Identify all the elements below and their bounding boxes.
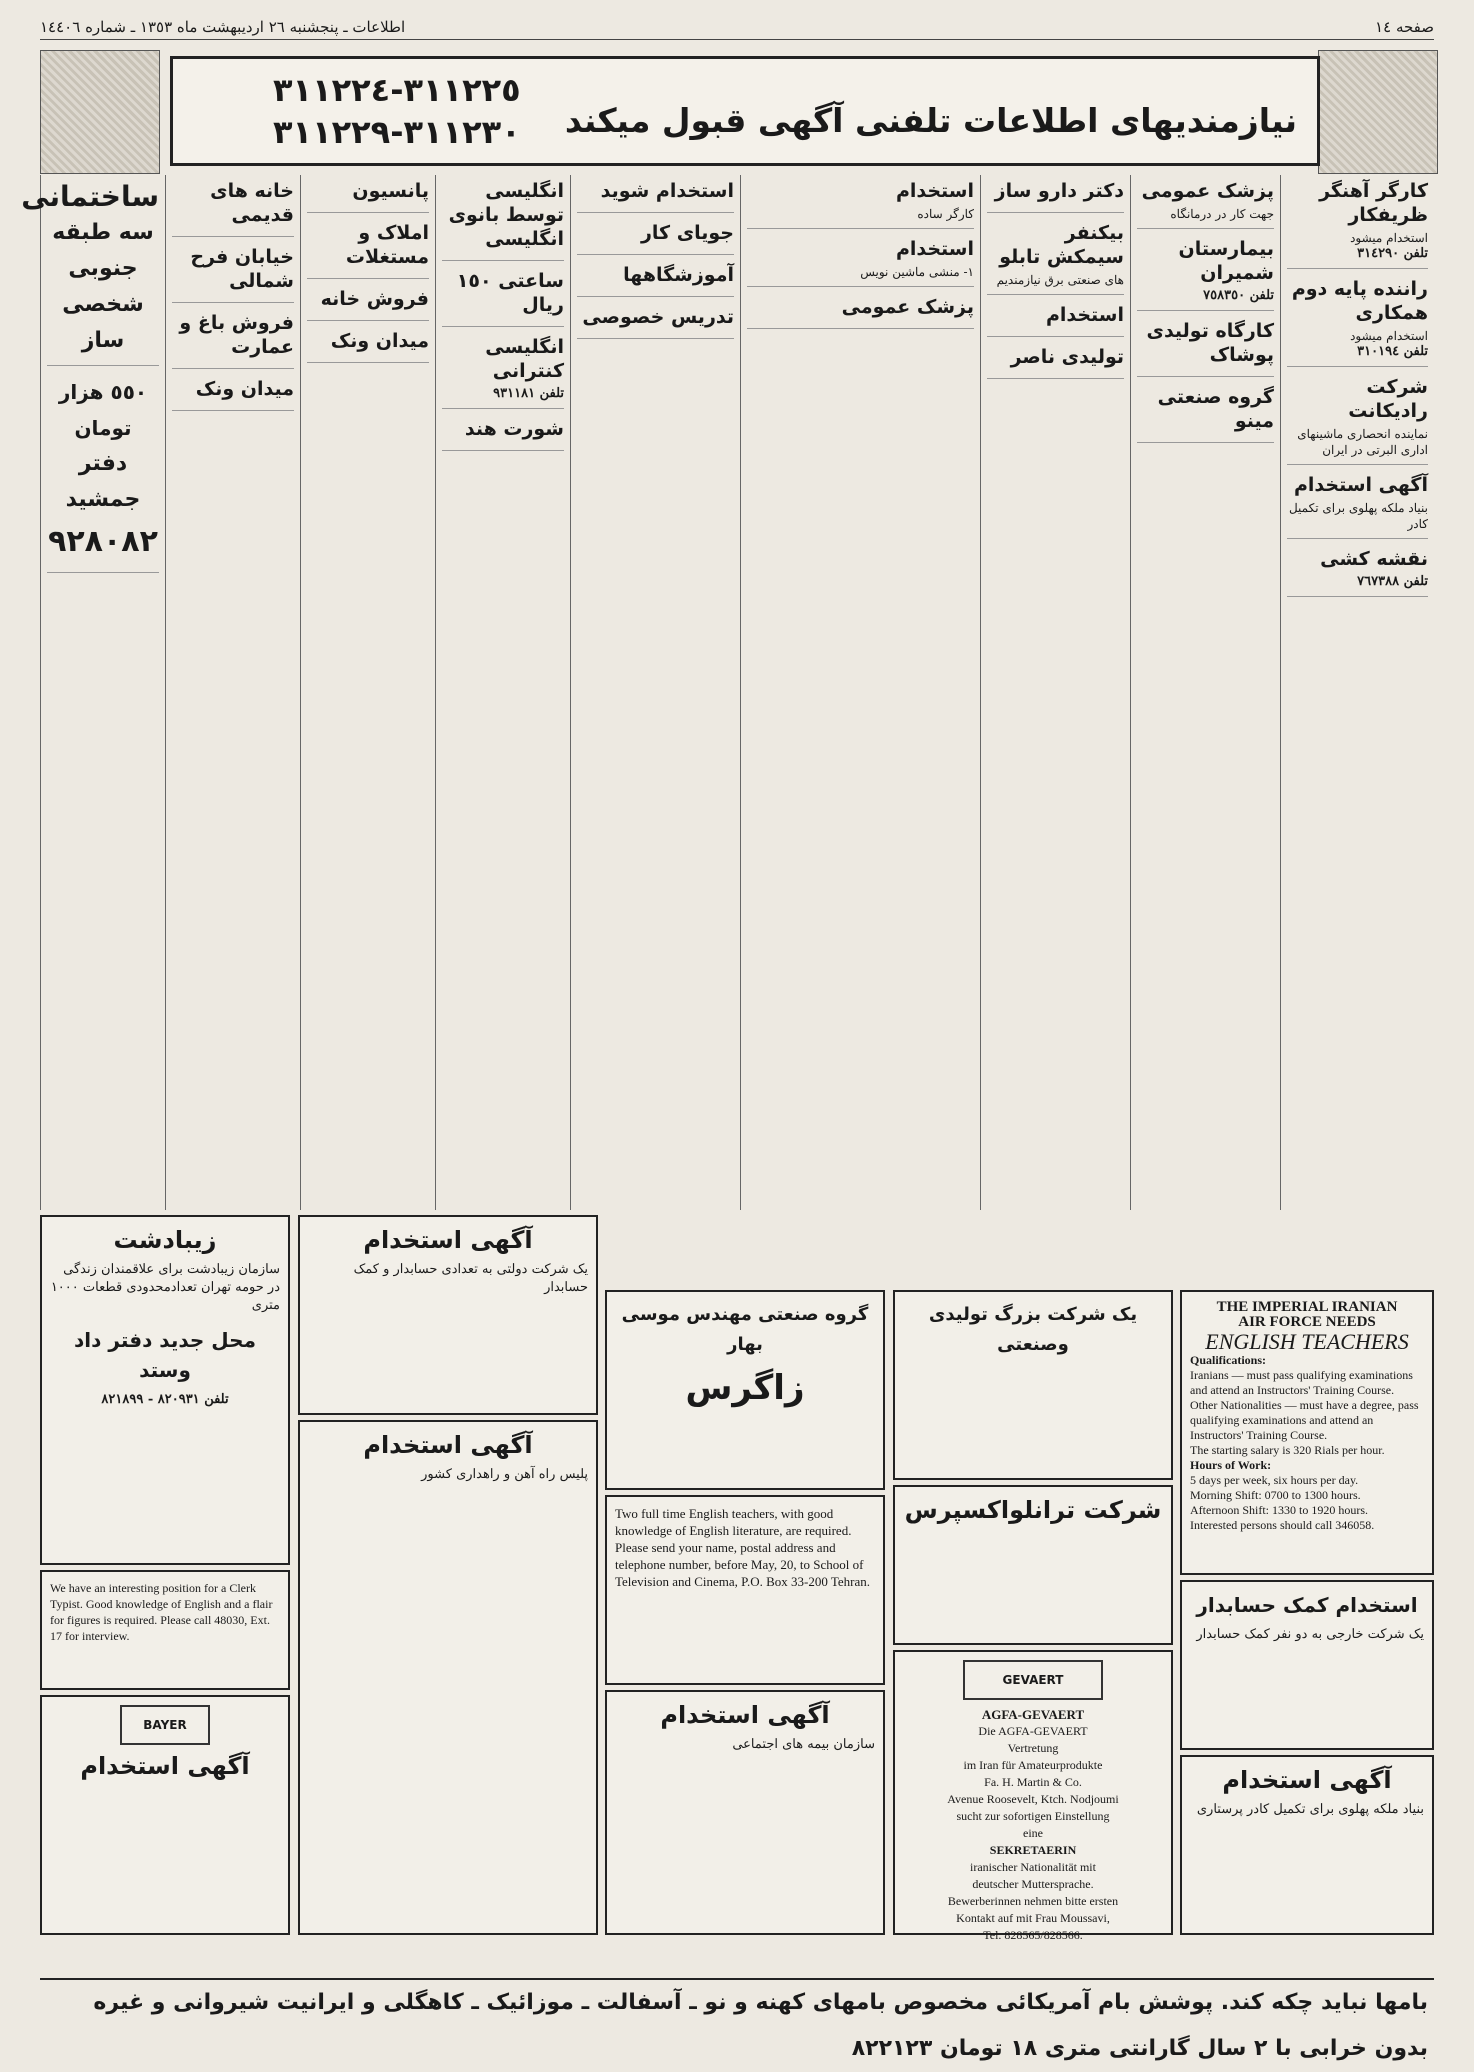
iiaf-line: Interested persons should call 346058.: [1190, 1518, 1375, 1532]
iiaf-ad: [1180, 1290, 1434, 1575]
ad-title: فروش خانه: [320, 288, 429, 310]
ad: [987, 179, 1124, 213]
iiaf-line: Other Nationalities — must have a degree, pass qualifying examinations and attend an Instructors' Training Course.: [1190, 1398, 1419, 1442]
ad-title: بیمارستان شمیران: [1178, 238, 1274, 284]
column-7: [300, 175, 435, 1210]
ad-phone: ٩٢٨٠٨٢: [48, 524, 158, 559]
ad-title: استخدام: [895, 238, 974, 260]
ad-text: های صنعتی برق نیازمندیم: [996, 273, 1124, 287]
column-8: [165, 175, 300, 1210]
ad: [307, 221, 429, 279]
ad: [987, 345, 1124, 379]
ad: [1137, 385, 1274, 443]
translux-title: شرکت ترانلواکسپرس: [904, 1496, 1162, 1524]
banner-phones-line1: ٣١١٢٢٥-٣١١٢٢٤: [273, 71, 521, 109]
ad-title: شرکت رادیکانت: [1348, 376, 1428, 422]
ad: [307, 179, 429, 213]
nursing-ad: [1180, 1755, 1434, 1935]
ad-title: کارگر آهنگر ظریفکار: [1319, 180, 1428, 226]
ad-title: نقشه کشی: [1320, 548, 1428, 570]
iiaf-line: Hours of Work:: [1190, 1458, 1272, 1472]
ad-title: استخدام شوید: [600, 180, 734, 202]
ad-title: استخدام: [895, 180, 974, 202]
ad: [172, 179, 294, 237]
ad-title: جویای کار: [640, 222, 734, 244]
ad: [1287, 547, 1428, 597]
ad-title: راننده پایه دوم همکاری: [1291, 278, 1428, 324]
agfa-line: deutscher Muttersprache.: [972, 1877, 1094, 1891]
zagros-ad: [605, 1290, 885, 1490]
ad: [172, 311, 294, 369]
column-6: [435, 175, 570, 1210]
ad: [307, 329, 429, 363]
ad-title: دکتر دارو ساز: [994, 180, 1124, 202]
agfa-line: SEKRETAERIN: [989, 1843, 1077, 1857]
footer-ad: بامها نباید چکه کند. پوشش بام آمریکائی مخصوص بامهای کهنه و نو ـ آسفالت ـ موزائیک ـ کاهگلی و ایرانیت شیروانی و غیره بدون خرابی با ٢ سال گارانتی متری ١٨ تومان ٨٢٢١٢٣: [40, 1978, 1434, 2028]
ad: [1287, 473, 1428, 539]
police-title: آگهی استخدام: [363, 1431, 533, 1459]
accountant-title: استخدام کمک حسابدار: [1196, 1593, 1418, 1617]
ad: [442, 417, 564, 451]
ad: [987, 221, 1124, 295]
ad: [442, 335, 564, 409]
zibasht-text: سازمان زیبادشت برای علاقمندان زندگی در حومه تهران تعدادمحدودی قطعات ١٠٠٠ متری: [50, 1262, 280, 1313]
ad: [1287, 277, 1428, 367]
bayer-title: آگهی استخدام: [80, 1752, 250, 1780]
ad-text: استخدام میشود: [1350, 231, 1428, 245]
agfa-line: Avenue Roosevelt, Ktch. Nodjoumi: [947, 1792, 1119, 1806]
ad: [987, 303, 1124, 337]
ad: [577, 263, 734, 297]
ad: [21, 179, 159, 366]
zibasht-title: زیبادشت: [113, 1226, 217, 1254]
column-4: [740, 175, 980, 1210]
agfa-line: Kontakt auf mit Frau Moussavi,: [956, 1911, 1110, 1925]
ad-title: ٥٥٠ هزار تومان: [58, 380, 148, 440]
agfa-line: im Iran für Amateurprodukte: [963, 1758, 1103, 1772]
column-5: [570, 175, 740, 1210]
ad-title: انگلیسی کنترانی: [485, 336, 564, 382]
ad-phone: تلفن ٣١٠١٩٤: [1357, 344, 1428, 359]
police-ad: [298, 1420, 598, 1935]
agfa-line: eine: [1023, 1826, 1043, 1840]
agfa-ad: [893, 1650, 1173, 1942]
agfa-line: Die AGFA-GEVAERT: [978, 1724, 1088, 1738]
police-text: پلیس راه آهن و راهداری کشور: [421, 1467, 588, 1482]
tv-school-text: Two full time English teachers, with good knowledge of English literature, are required. Please send your name, postal address and telephone number, before May, 20, to School of Television and Cinema, P.O. Box 33-200 Tehran.: [615, 1506, 871, 1589]
column-1: [1280, 175, 1434, 1210]
ad-text: دفتر جمشید: [65, 451, 141, 512]
ad: [1137, 237, 1274, 311]
ad-title: آگهی استخدام: [1293, 474, 1428, 496]
accountant-ad: [1180, 1580, 1434, 1750]
big-company-ad: [893, 1290, 1173, 1480]
ad: [577, 305, 734, 339]
insurance-title: آگهی استخدام: [660, 1701, 830, 1729]
ad-title: املاک و مستغلات: [345, 222, 429, 268]
ad: [442, 269, 564, 327]
zagros-name: زاگرس: [685, 1368, 805, 1408]
column-3: [980, 175, 1130, 1210]
iiaf-line: The starting salary is 320 Rials per hour.: [1190, 1443, 1385, 1457]
ad: [307, 287, 429, 321]
ad-text: استخدام میشود: [1350, 329, 1428, 343]
iiaf-line: Qualifications:: [1190, 1353, 1267, 1367]
ad: [47, 374, 159, 573]
govt-text: یک شرکت دولتی به تعدادی حسابدار و کمک حسابدار: [353, 1262, 588, 1295]
ad: [577, 179, 734, 213]
ad-phone: تلفن ٣١٤٢٩٠: [1357, 246, 1428, 261]
ad-text: جهت کار در درمانگاه: [1170, 207, 1274, 221]
bayer-ad: [40, 1695, 290, 1935]
ad-title: میدان ونک: [195, 378, 294, 400]
ad: [442, 179, 564, 261]
agfa-line: sucht zur sofortigen Einstellung: [956, 1809, 1110, 1823]
ad-title: فروش باغ و عمارت: [179, 312, 294, 358]
page-header: [40, 18, 1434, 40]
paper-info: اطلاعات ـ پنجشنبه ٢٦ اردیبهشت ماه ١٣٥٣ ـ شماره ١٤٤٠٦: [40, 18, 406, 36]
ad-title: میدان ونک: [330, 330, 429, 352]
iiaf-headline: ENGLISH TEACHERS: [1205, 1329, 1409, 1354]
ad-title: پزشک عمومی: [841, 296, 974, 318]
tv-school-ad: [605, 1495, 885, 1685]
ad-title: شورت هند: [464, 418, 564, 440]
iiaf-line: Afternoon Shift: 1330 to 1920 hours.: [1190, 1503, 1368, 1517]
banner-phones-line2: ٣١١٢٣٠-٣١١٢٢٩: [273, 113, 521, 151]
ad-phone: تلفن ٩٣١١٨١: [493, 386, 564, 401]
ad-text: ١- منشی ماشین نویس: [860, 265, 974, 279]
ad: [747, 295, 974, 329]
govt-title: آگهی استخدام: [363, 1226, 533, 1254]
agfa-line: Tel. 828565/828566.: [983, 1928, 1083, 1942]
ad-title: خیابان فرح شمالی: [190, 246, 294, 292]
iiaf-title2: AIR FORCE NEEDS: [1238, 1314, 1376, 1330]
ad-text: نماینده انحصاری ماشینهای اداری البرتی در ایران: [1297, 427, 1428, 457]
nursing-title: آگهی استخدام: [1222, 1766, 1392, 1794]
column-9: [21, 175, 165, 1210]
agfa-logo: GEVAERT: [963, 1660, 1103, 1700]
ad: [1287, 375, 1428, 465]
banner-illustration-left: [40, 50, 160, 174]
zagros-title: گروه صنعتی مهندس موسی بهار: [621, 1304, 869, 1355]
banner-title: نیازمندیهای اطلاعات تلفنی آگهی قبول میکند: [564, 101, 1297, 140]
ad-text: سه طبقه جنوبی شخصی ساز: [52, 220, 154, 353]
ad-title: پزشک عمومی: [1141, 180, 1274, 202]
page-number: صفحه ١٤: [1375, 18, 1434, 36]
ad-title: تولیدی ناصر: [1010, 346, 1124, 368]
nursing-text: بنیاد ملکه پهلوی برای تکمیل کادر پرستاری: [1196, 1802, 1424, 1817]
translux-ad: [893, 1485, 1173, 1645]
ad: [172, 377, 294, 411]
banner-illustration-right: [1318, 50, 1438, 174]
accountant-text: یک شرکت خارجی به دو نفر کمک حسابدار: [1196, 1627, 1424, 1642]
ad: [1137, 319, 1274, 377]
big-company-title: یک شرکت بزرگ تولیدی وصنعتی: [928, 1304, 1138, 1355]
iiaf-line: 5 days per week, six hours per day.: [1190, 1473, 1359, 1487]
insurance-text: سازمان بیمه های اجتماعی: [732, 1737, 875, 1752]
agfa-line: Vertretung: [1007, 1741, 1059, 1755]
agfa-brand: AGFA-GEVAERT: [981, 1707, 1085, 1722]
ad: [172, 245, 294, 303]
banner-phones: [273, 69, 521, 153]
ad-text: بنیاد ملکه پهلوی برای تکمیل کادر: [1288, 501, 1428, 531]
iiaf-title1: THE IMPERIAL IRANIAN: [1216, 1299, 1398, 1315]
ad: [577, 221, 734, 255]
clerk-typist-text: We have an interesting position for a Clerk Typist. Good knowledge of English and a flair for figures is required. Please call 48030, Ext. 17 for interview.: [50, 1581, 273, 1643]
zibasht-contact: محل جدید دفتر داد وستد: [74, 1328, 256, 1382]
ad-title: ساعتی ١٥٠ ریال: [456, 270, 564, 316]
ad-phone: تلفن ٧٥٨٣٥٠: [1203, 288, 1274, 303]
agfa-line: Fa. H. Martin & Co.: [984, 1775, 1082, 1789]
ad-title: گروه صنعتی مینو: [1157, 386, 1274, 432]
iiaf-line: Morning Shift: 0700 to 1300 hours.: [1190, 1488, 1361, 1502]
insurance-ad: [605, 1690, 885, 1935]
ad-title: ساختمانی: [21, 180, 159, 213]
column-2: [1130, 175, 1280, 1210]
ad-title: پانسیون: [352, 180, 429, 202]
ad-title: کارگاه تولیدی پوشاک: [1146, 320, 1274, 366]
ad-phone: تلفن ٧٦٧٣٨٨: [1357, 574, 1428, 589]
govt-company-ad: [298, 1215, 598, 1415]
zibasht-phone: تلفن ٨٢٠٩٣١ - ٨٢١٨٩٩: [101, 1392, 229, 1407]
agfa-line: Bewerberinnen nehmen bitte ersten: [947, 1894, 1119, 1908]
ad: [1287, 179, 1428, 269]
ad-title: استخدام: [1045, 304, 1124, 326]
ad-title: انگلیسی توسط بانوی انگلیسی: [448, 180, 564, 250]
agfa-line: iranischer Nationalität mit: [970, 1860, 1096, 1874]
ad-title: خانه های قدیمی: [210, 180, 294, 226]
clerk-typist-ad: [40, 1570, 290, 1690]
ad-title: تدریس خصوصی: [582, 306, 734, 328]
ad: [747, 179, 974, 229]
ad-text: کارگر ساده: [917, 207, 974, 221]
bayer-logo: BAYER: [120, 1705, 210, 1745]
iiaf-line: Iranians — must pass qualifying examinations and attend an Instructors' Training Course.: [1190, 1368, 1413, 1397]
classifieds-banner: [170, 56, 1320, 166]
ad: [747, 237, 974, 287]
ad-title: آموزشگاهها: [623, 264, 734, 286]
zibasht-ad: [40, 1215, 290, 1565]
ad: [1137, 179, 1274, 229]
ad-title: بیکنفر سیمکش تابلو: [999, 222, 1124, 268]
